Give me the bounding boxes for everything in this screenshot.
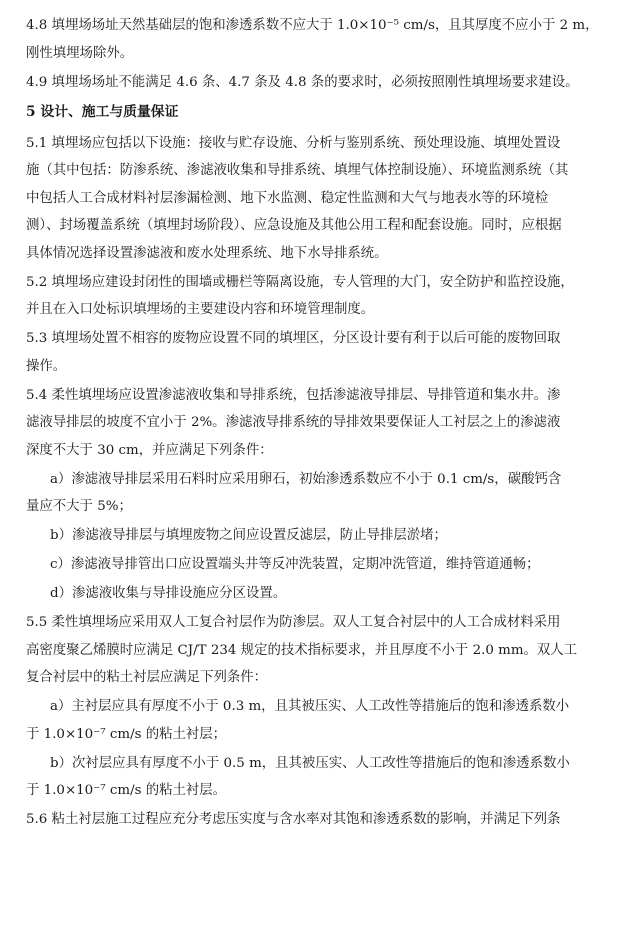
list-item-p54b: [26, 526, 614, 546]
text-line: 5.2 填埋场应建设封闭性的围墙或栅栏等隔离设施，专人管理的大门，安全防护和监控设施，: [26, 274, 574, 290]
list-item-p55a: [26, 697, 614, 745]
list-item-p54d: [26, 584, 614, 604]
section-heading: 5 设计、施工与质量保证: [26, 103, 179, 120]
text-line: b）次衬层应具有厚度不小于 0.5 m，且其被压实、人工改性等措施后的饱和渗透系数小: [50, 755, 570, 771]
text-line: 具体情况选择设置渗滤液和废水处理系统、地下水导排系统。: [26, 245, 388, 261]
text-line: 量应不大于 5%；: [26, 499, 132, 514]
text-line: 刚性填埋场除外。: [26, 45, 134, 61]
paragraph-p49: [26, 73, 614, 93]
text-line: 深度不大于 30 cm，并应满足下列条件：: [26, 442, 273, 458]
text-line: 5.4 柔性填埋场应设置渗滤液收集和导排系统，包括渗滤液导排层、导排管道和集水井。渗: [26, 387, 561, 403]
paragraph-p52: [26, 273, 614, 321]
text-line: 4.9 填埋场场址不能满足 4.6 条、4.7 条及 4.8 条的要求时，必须按照刚性填埋场要求建设。: [26, 74, 579, 90]
paragraph-p51: [26, 134, 614, 264]
text-line: c）渗滤液导排管出口应设置端头井等反冲洗装置，定期冲洗管道，维持管道通畅；: [50, 557, 540, 572]
text-line: a）主衬层应具有厚度不小于 0.3 m，且其被压实、人工改性等措施后的饱和渗透系数小: [50, 699, 570, 714]
text-line: 高密度聚乙烯膜时应满足 CJ/T 234 规定的技术指标要求，并且厚度不小于 2.0 mm。双人工: [26, 642, 578, 658]
text-line: 于 1.0×10⁻⁷ cm/s 的粘土衬层；: [26, 726, 227, 742]
text-line: 中包括人工合成材料衬层渗漏检测、地下水监测、稳定性监测和大气与地表水等的环境检: [26, 190, 549, 206]
list-item-p54a: [26, 470, 614, 518]
text-line: 5.3 填埋场处置不相容的废物应设置不同的填埋区，分区设计要有利于以后可能的废物回取: [26, 331, 561, 346]
text-line: 操作。: [26, 358, 67, 374]
list-item-p54c: [26, 555, 614, 575]
text-line: 复合衬层中的粘土衬层应满足下列条件：: [26, 670, 268, 685]
text-line: 并且在入口处标识填埋场的主要建设内容和环境管理制度。: [26, 302, 375, 317]
text-line: d）渗滤液收集与导排设施应分区设置。: [50, 586, 287, 601]
text-line: 4.8 填埋场场址天然基础层的饱和渗透系数不应大于 1.0×10⁻⁵ cm/s，且其厚度不应小于 2 m，: [26, 18, 599, 33]
text-line: a）渗滤液导排层采用石料时应采用卵石，初始渗透系数应不小于 0.1 cm/s，碳酸钙含: [50, 471, 562, 487]
text-line: 滤液导排层的坡度不宜小于 2%。渗滤液导排系统的导排效果要保证人工衬层之上的渗滤液: [26, 415, 561, 430]
text-line: 5.5 柔性填埋场应采用双人工复合衬层作为防渗层。双人工复合衬层中的人工合成材料采用: [26, 615, 561, 630]
text-line: 测）、封场覆盖系统（填埋封场阶段）、应急设施及其他公用工程和配套设施。同时，应根据: [26, 218, 562, 233]
text-line: 施（其中包括：防渗系统、渗滤液收集和导排系统、填埋气体控制设施）、环境监测系统（其: [26, 163, 569, 178]
text-line: b）渗滤液导排层与填埋废物之间应设置反滤层，防止导排层淤堵；: [50, 528, 447, 543]
text-line: 5.6 粘土衬层施工过程应充分考虑压实度与含水率对其饱和渗透系数的影响，并满足下列条: [26, 812, 561, 827]
text-line: 5.1 填埋场应包括以下设施：接收与贮存设施、分析与鉴别系统、预处理设施、填埋处置设: [26, 135, 561, 151]
paragraph-p55: [26, 613, 614, 688]
paragraph-p53: [26, 329, 614, 377]
paragraph-p48: [26, 16, 614, 64]
text-line: 于 1.0×10⁻⁷ cm/s 的粘土衬层。: [26, 783, 227, 798]
paragraph-p54: [26, 386, 614, 461]
list-item-p55b: [26, 754, 614, 802]
paragraph-p56: [26, 810, 614, 830]
